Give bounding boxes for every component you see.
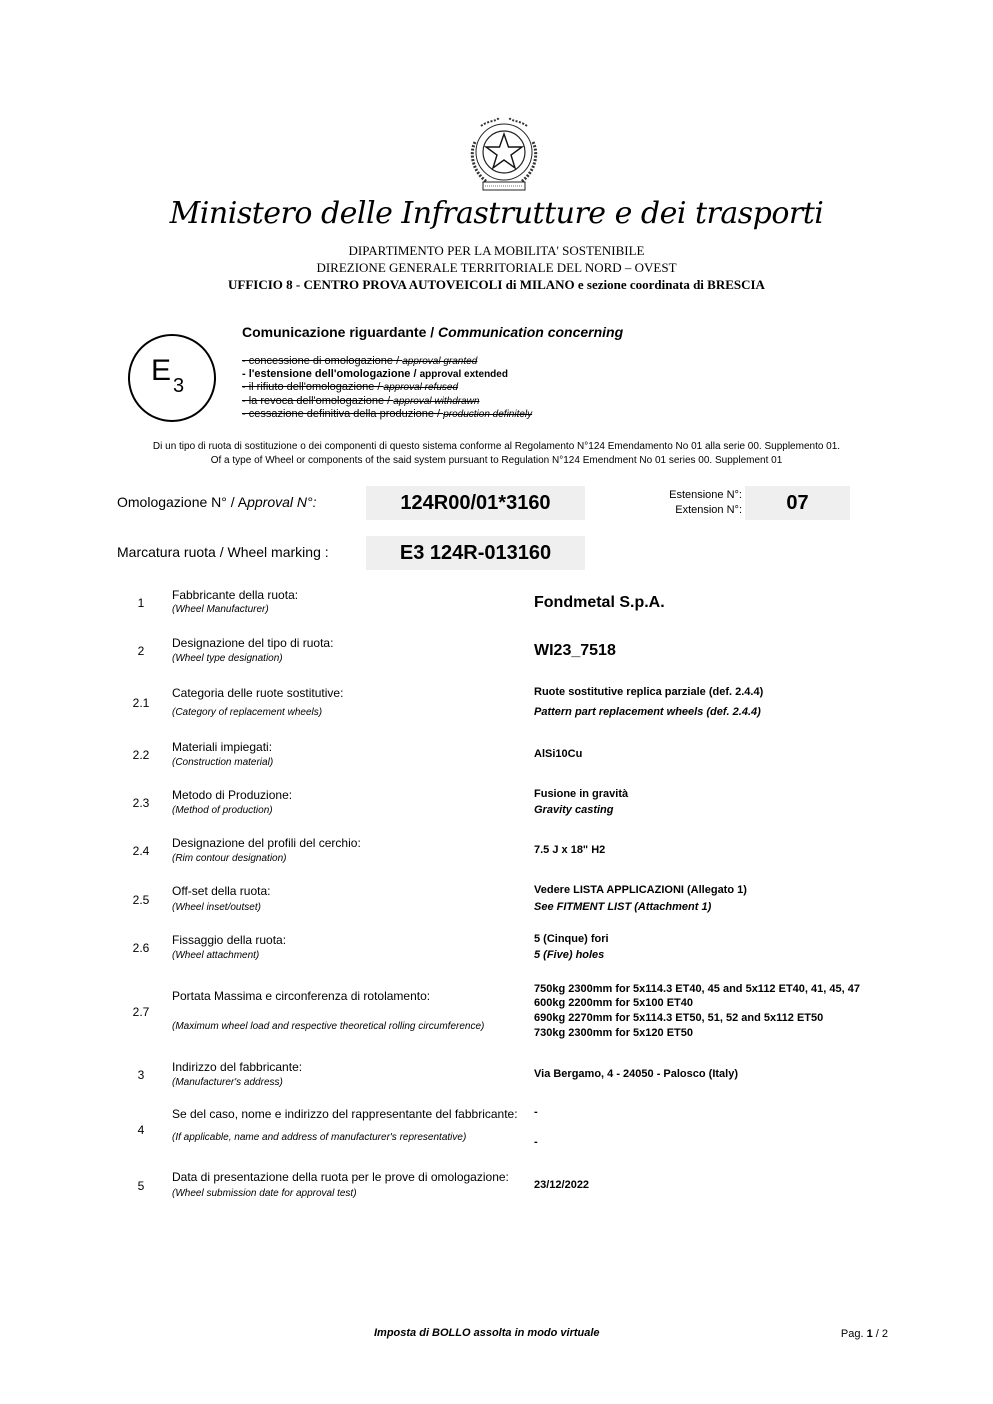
ministry-title: Ministero delle Infrastrutture e dei trasporti	[169, 196, 824, 231]
item-value: 23/12/2022	[534, 1179, 590, 1191]
item-number: 1	[137, 596, 145, 610]
item-value: -	[534, 1106, 538, 1118]
load-line: 690kg 2270mm for 5x114.3 ET50, 51, 52 and 5x112 ET50	[534, 1012, 824, 1024]
item-label-en: (If applicable, name and address of manufacturer's representative)	[172, 1132, 467, 1143]
load-line: 600kg 2200mm for 5x100 ET40	[534, 997, 693, 1009]
item-label: Categoria delle ruote sostitutive:	[172, 686, 344, 700]
approval-label-it: Omologazione N° / A	[117, 494, 248, 510]
option-ceased	[242, 408, 532, 421]
option-text: - la revoca dell'omologazione /	[242, 395, 394, 407]
option-extended	[242, 368, 508, 381]
stamp-duty-note: Imposta di BOLLO assolta in modo virtuale	[374, 1327, 600, 1339]
item-value-en: Gravity casting	[534, 804, 614, 816]
item-value: WI23_7518	[534, 642, 616, 659]
item-label-en: (Wheel Manufacturer)	[172, 604, 269, 615]
item-label-en: (Rim contour designation)	[172, 853, 287, 864]
item-label: Metodo di Produzione:	[172, 788, 293, 802]
office-line	[0, 277, 993, 293]
item-label: Portata Massima e circonferenza di rotolamento:	[172, 989, 431, 1003]
item-label: Indirizzo del fabbricante:	[172, 1060, 303, 1074]
item-label-en: (Construction material)	[172, 757, 274, 768]
item-value: 5 (Cinque) fori	[534, 933, 609, 945]
regulation-en: Of a type of Wheel or components of the said system pursuant to Regulation N°124 Emendment No 01 series 00. Supplement 01	[210, 455, 783, 466]
option-text: - il rifiuto dell'omologazione /	[242, 381, 384, 393]
item-label: Data di presentazione della ruota per le prove di omologazione:	[172, 1170, 509, 1184]
marking-label: Marcatura ruota / Wheel marking :	[117, 544, 329, 560]
item-value-en: -	[534, 1136, 538, 1148]
item-label-en: (Wheel type designation)	[172, 653, 283, 664]
item-label-en: (Wheel submission date for approval test)	[172, 1188, 357, 1199]
option-refused	[242, 381, 458, 394]
page-prefix: Pag.	[840, 1328, 867, 1340]
item-label: Fissaggio della ruota:	[172, 933, 287, 947]
page-current: 1	[866, 1328, 873, 1340]
office-line-a: UFFICIO 8 - CENTRO PROVA AUTOVEICOLI di MILANO	[228, 277, 575, 292]
extension-label-en: Extension N°:	[675, 504, 742, 516]
approval-number: 124R00/01*3160	[366, 486, 585, 520]
item-label-en: (Method of production)	[172, 805, 273, 816]
item-value: Ruote sostitutive replica parziale (def. 2.4.4)	[534, 686, 764, 698]
item-number: 2.4	[132, 844, 150, 858]
office-line-b: e sezione coordinata di BRESCIA	[577, 277, 765, 292]
item-label-en: (Manufacturer's address)	[172, 1077, 283, 1088]
load-line: 730kg 2300mm for 5x120 ET50	[534, 1027, 693, 1039]
page-number	[841, 1328, 888, 1340]
item-number: 3	[137, 1068, 145, 1082]
item-label: Off-set della ruota:	[172, 884, 271, 898]
item-label-en: (Wheel inset/outset)	[172, 902, 261, 913]
item-number: 2.3	[132, 796, 150, 810]
option-text: - cessazione definitiva della produzione /	[242, 408, 444, 420]
wheel-marking: E3 124R-013160	[366, 536, 585, 570]
item-label: Designazione del tipo di ruota:	[172, 636, 334, 650]
item-value: AlSi10Cu	[534, 748, 583, 760]
communication-title-it: Comunicazione riguardante /	[242, 324, 439, 340]
item-value: 7.5 J x 18" H2	[534, 844, 606, 856]
option-text-en: approval granted	[402, 356, 478, 367]
item-number: 4	[137, 1123, 145, 1137]
option-text: - concessione di omologazione /	[242, 355, 403, 367]
item-value: Via Bergamo, 4 - 24050 - Palosco (Italy)	[534, 1068, 738, 1080]
option-text: - l'estensione dell'omologazione /	[242, 368, 420, 380]
item-label: Designazione del profili del cerchio:	[172, 836, 361, 850]
item-value: Vedere LISTA APPLICAZIONI (Allegato 1)	[534, 884, 747, 896]
item-label-en: (Maximum wheel load and respective theoretical rolling circumference)	[172, 1021, 485, 1032]
item-value-en: See FITMENT LIST (Attachment 1)	[534, 901, 712, 913]
item-label: Se del caso, nome e indirizzo del rappresentante del fabbricante:	[172, 1107, 518, 1121]
item-number: 2.5	[132, 893, 150, 907]
item-label-en: (Category of replacement wheels)	[172, 707, 323, 718]
extension-number: 07	[745, 486, 850, 520]
item-label: Fabbricante della ruota:	[172, 588, 299, 602]
item-value: Fusione in gravità	[534, 788, 629, 800]
extension-label-it: Estensione N°:	[669, 489, 742, 501]
option-text-en: production definitely	[443, 409, 533, 420]
regulation-it: Di un tipo di ruota di sostituzione o dei componenti di questo sistema conforme al Regolamento N°124 Emendamento No 01 alla serie 00. Supplemento 01.	[152, 441, 841, 452]
option-granted	[242, 355, 477, 368]
item-value-en: Pattern part replacement wheels (def. 2.4.4)	[534, 706, 761, 718]
item-number: 2.2	[132, 748, 150, 762]
item-number: 2.7	[132, 1005, 150, 1019]
communication-title	[242, 324, 623, 340]
item-number: 2.6	[132, 941, 150, 955]
approval-mark-country: 3	[173, 375, 185, 397]
item-value-en: 5 (Five) holes	[534, 949, 605, 961]
approval-mark-letter: E	[151, 354, 172, 387]
approval-label	[117, 494, 317, 510]
load-line: 750kg 2300mm for 5x114.3 ET40, 45 and 5x112 ET40, 41, 45, 47	[534, 983, 860, 995]
option-withdrawn	[242, 395, 479, 408]
department-line: DIPARTIMENTO PER LA MOBILITA' SOSTENIBILE	[348, 243, 645, 258]
page-total: / 2	[872, 1328, 888, 1340]
directorate-line: DIREZIONE GENERALE TERRITORIALE DEL NORD – OVEST	[316, 260, 677, 275]
item-number: 5	[137, 1179, 145, 1193]
option-text-en: approval extended	[419, 369, 508, 380]
item-value: Fondmetal S.p.A.	[534, 594, 665, 611]
option-text-en: approval refused	[383, 382, 459, 393]
item-number: 2.1	[132, 696, 150, 710]
item-label: Materiali impiegati:	[172, 740, 273, 754]
option-text-en: approval withdrawn	[393, 396, 480, 407]
communication-title-en: Communication concerning	[438, 324, 624, 340]
extension-label	[640, 488, 742, 518]
approval-label-en: pproval N°:	[247, 494, 317, 510]
approval-mark-circle	[128, 334, 216, 422]
italian-republic-emblem-icon	[465, 112, 543, 196]
item-number: 2	[137, 644, 145, 658]
item-label-en: (Wheel attachment)	[172, 950, 260, 961]
